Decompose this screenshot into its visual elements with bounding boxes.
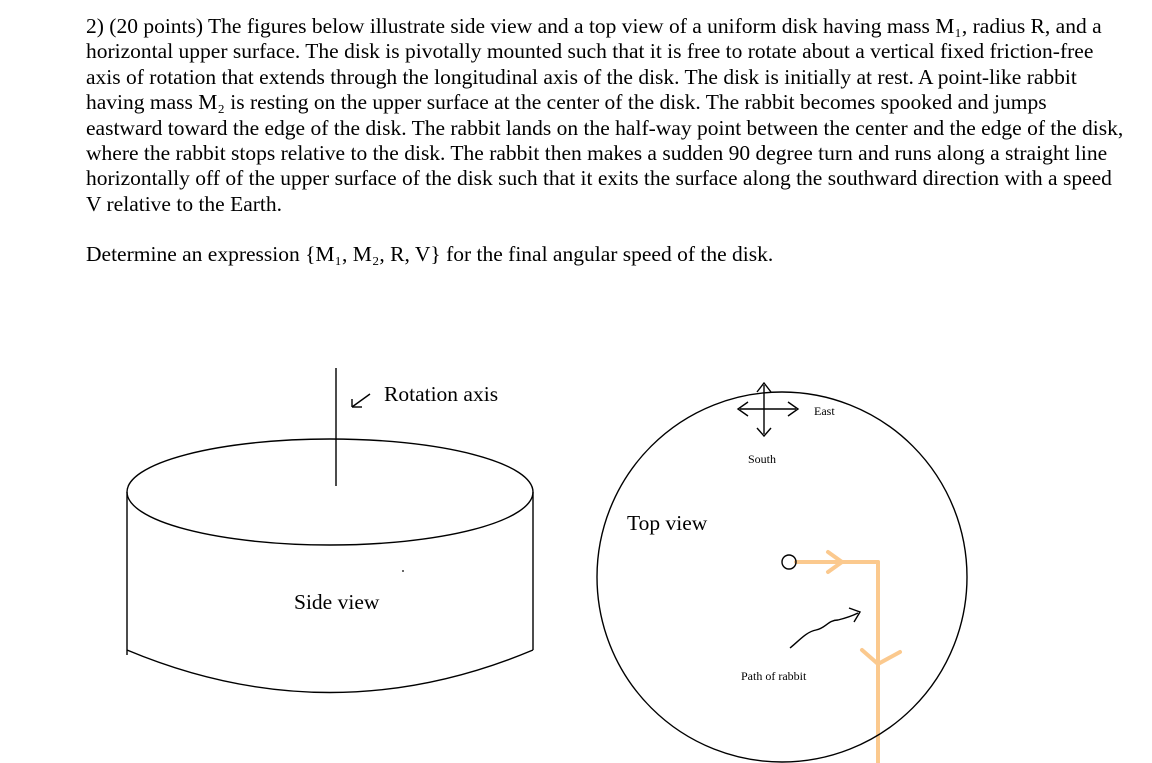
- axis-pointer-arrow: [352, 394, 370, 407]
- path-of-rabbit-label: Path of rabbit: [741, 669, 807, 683]
- disk-top-circle: [597, 392, 967, 762]
- rotation-axis-label: Rotation axis: [384, 382, 499, 406]
- compass-icon: [738, 383, 798, 436]
- top-view-figure: [597, 383, 967, 763]
- disk-bottom-curve: [127, 650, 533, 693]
- top-view-caption: Top view: [627, 511, 708, 535]
- rabbit-path-squiggle: [790, 613, 858, 648]
- disk-top-ellipse: [127, 439, 533, 545]
- problem-question: Determine an expression {M₁, M₂, R, V} for the final angular speed of the disk.: [86, 242, 774, 267]
- east-label: East: [814, 404, 835, 418]
- rabbit-position-marker: [782, 555, 796, 569]
- south-label: South: [748, 452, 777, 466]
- problem-paragraph: 2) (20 points) The figures below illustrate side view and a top view of a uniform disk having mass M₁, radius R, and a horizontal upper surface. The disk is pivotally mounted such that it is free to rotate about a vertical fixed friction-free axis of rotation that extends through the longitudinal axis of the disk. The disk is initially at rest. A point-like rabbit having mass M₂ is resting on the upper surface at the center of the disk. The rabbit becomes spooked and jumps eastward toward the edge of the disk. The rabbit lands on the half-way point between the center and the edge of the disk, where the rabbit stops relative to the disk. The rabbit then makes a sudden 90 degree turn and runs along a straight line horizontally off of the upper surface of the disk such that it exits the surface along the southward direction with a speed V relative to the Earth.: [86, 14, 1124, 216]
- side-view-figure: [127, 368, 533, 693]
- center-dot: [402, 570, 404, 572]
- side-view-caption: Side view: [294, 590, 380, 614]
